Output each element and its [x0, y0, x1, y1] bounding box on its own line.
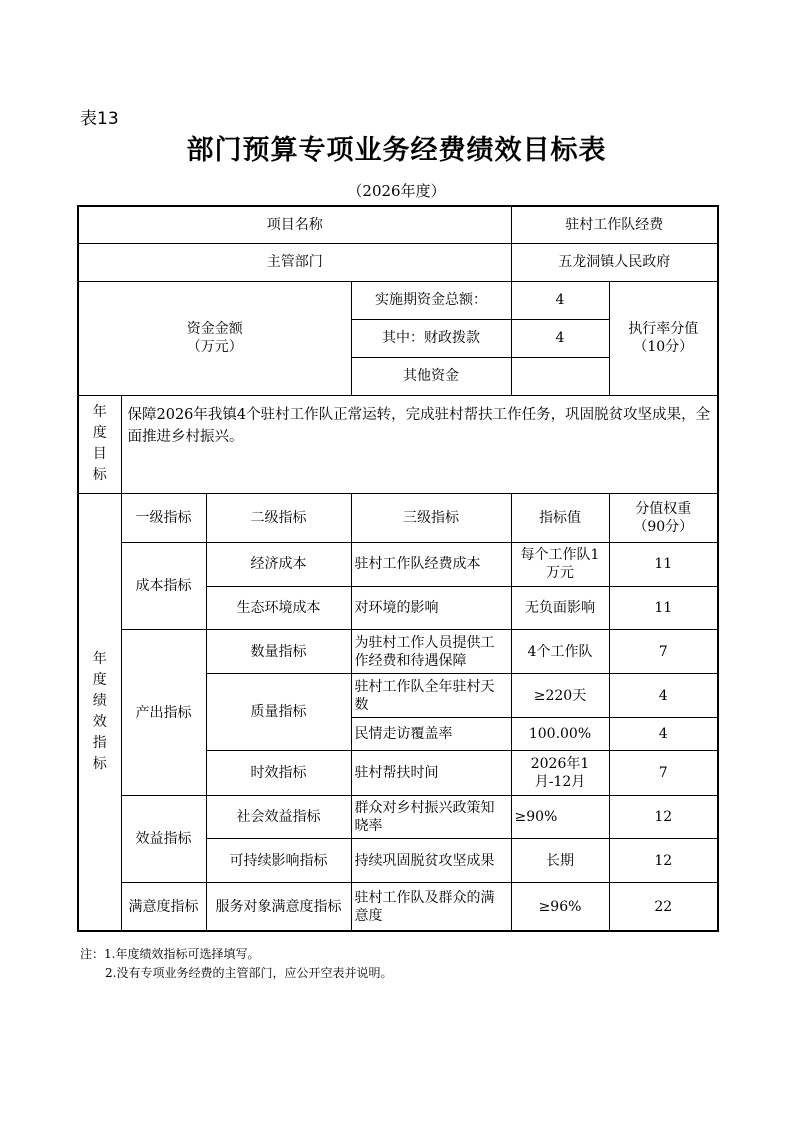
group-cost: 成本指标	[121, 542, 206, 629]
level3-cell: 驻村帮扶时间	[351, 751, 511, 796]
header-level2: 二级指标	[206, 493, 351, 542]
level2-cell: 服务对象满意度指标	[206, 883, 351, 931]
level2-cell: 时效指标	[206, 751, 351, 796]
footnote-2: 2.没有专项业务经费的主管部门，应公开空表并说明。	[105, 966, 393, 980]
budget-year: （2026年度）	[347, 182, 446, 200]
level2-cell: 经济成本	[206, 542, 351, 586]
annual-goal-text: 保障2026年我镇4个驻村工作队正常运转，完成驻村帮扶工作任务，巩固脱贫攻坚成果，全面推进乡村振兴。	[121, 395, 718, 493]
value-cell: 每个工作队1万元	[511, 542, 609, 586]
table-number: 表13	[80, 109, 119, 129]
execution-rate-line2: （10分）	[633, 339, 694, 356]
level2-cell: 社会效益指标	[206, 796, 351, 839]
group-output: 产出指标	[121, 630, 206, 796]
total-funds-value: 4	[511, 281, 609, 319]
level3-cell: 驻村工作队经费成本	[351, 542, 511, 586]
other-funds-value	[511, 357, 609, 395]
level2-cell: 数量指标	[206, 630, 351, 674]
value-cell: 长期	[511, 839, 609, 883]
value-cell: 无负面影响	[511, 586, 609, 629]
performance-target-table	[77, 205, 719, 932]
level2-cell: 质量指标	[206, 674, 351, 751]
footnote-1: 注：1.年度绩效指标可选择填写。	[80, 947, 260, 961]
weight-cell: 11	[609, 586, 718, 629]
funds-label-line1: 资金金额	[186, 321, 243, 338]
weight-cell: 4	[609, 718, 718, 751]
value-cell: ≥220天	[511, 674, 609, 718]
header-value: 指标值	[511, 493, 609, 542]
weight-cell: 22	[609, 883, 718, 931]
level2-cell: 生态环境成本	[206, 586, 351, 629]
finance-allocation-value: 4	[511, 319, 609, 357]
weight-cell: 7	[609, 751, 718, 796]
header-weight-line2: （90分）	[633, 518, 694, 535]
level3-cell: 驻村工作队及群众的满意度	[351, 883, 511, 931]
execution-rate-line1: 执行率分值	[628, 321, 699, 338]
header-level3: 三级指标	[351, 493, 511, 542]
level3-cell: 对环境的影响	[351, 586, 511, 629]
department-label: 主管部门	[78, 243, 511, 281]
group-benefit: 效益指标	[121, 796, 206, 883]
project-name-value: 驻村工作队经费	[511, 206, 718, 243]
funds-label	[78, 281, 351, 395]
level3-cell: 民情走访覆盖率	[351, 718, 511, 751]
value-cell: 4个工作队	[511, 630, 609, 674]
page-title: 部门预算专项业务经费绩效目标表	[186, 135, 607, 166]
execution-rate-score	[609, 281, 718, 395]
level3-cell: 群众对乡村振兴政策知晓率	[351, 796, 511, 839]
level2-cell: 可持续影响指标	[206, 839, 351, 883]
level3-cell: 为驻村工作人员提供工作经费和待遇保障	[351, 630, 511, 674]
header-weight-line1: 分值权重	[635, 500, 692, 517]
value-cell: 100.00%	[511, 718, 609, 751]
other-funds-label: 其他资金	[351, 357, 511, 395]
value-cell: 2026年1月-12月	[511, 751, 609, 796]
value-cell: ≥96%	[511, 883, 609, 931]
weight-cell: 7	[609, 630, 718, 674]
group-satisfaction: 满意度指标	[121, 883, 206, 931]
weight-cell: 4	[609, 674, 718, 718]
header-weight	[609, 493, 718, 542]
indicators-side-label: 年度绩效指标	[78, 493, 121, 931]
department-value: 五龙洞镇人民政府	[511, 243, 718, 281]
annual-goal-label: 年度目标	[78, 395, 121, 493]
project-name-label: 项目名称	[78, 206, 511, 243]
header-level1: 一级指标	[121, 493, 206, 542]
weight-cell: 12	[609, 839, 718, 883]
level3-cell: 驻村工作队全年驻村天数	[351, 674, 511, 718]
footnotes	[80, 945, 392, 983]
weight-cell: 11	[609, 542, 718, 586]
level3-cell: 持续巩固脱贫攻坚成果	[351, 839, 511, 883]
weight-cell: 12	[609, 796, 718, 839]
finance-allocation-label: 其中：财政拨款	[351, 319, 511, 357]
funds-label-line2: （万元）	[186, 339, 243, 356]
total-funds-label: 实施期资金总额：	[351, 281, 511, 319]
value-cell: ≥90%	[511, 796, 609, 839]
